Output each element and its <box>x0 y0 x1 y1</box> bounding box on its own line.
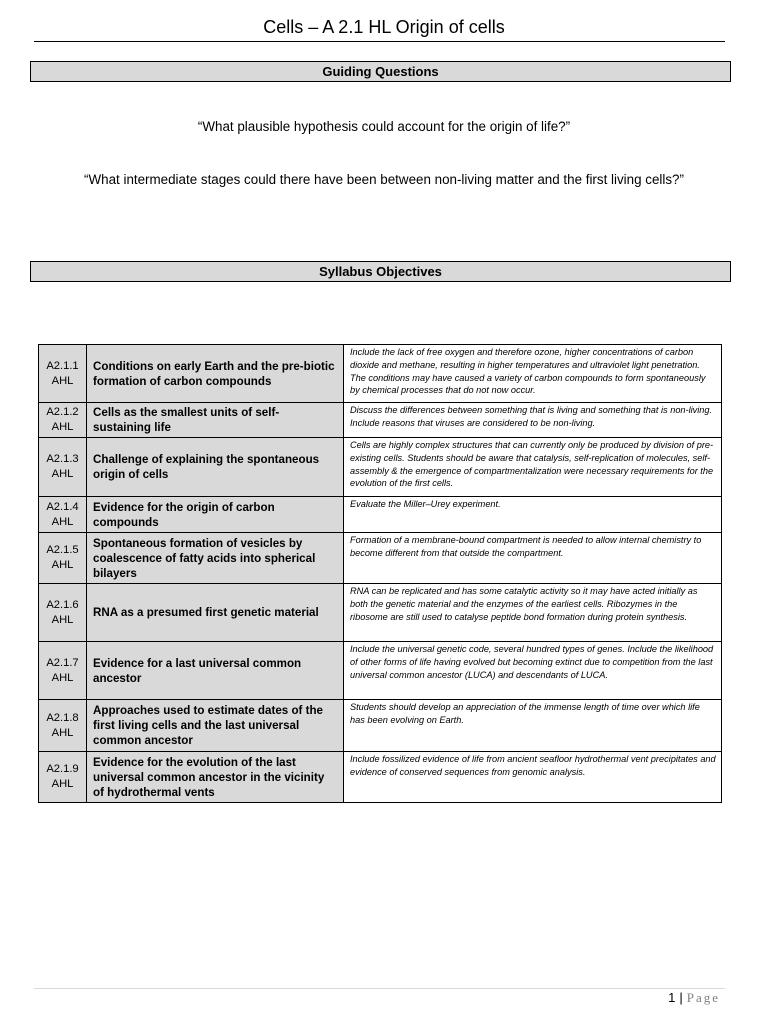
objective-guidance-cell: Evaluate the Miller–Urey experiment. <box>344 497 722 533</box>
objective-topic-cell: Evidence for the origin of carbon compounds <box>87 497 344 533</box>
objective-topic-cell: RNA as a presumed first genetic material <box>87 584 344 642</box>
table-row <box>39 533 722 584</box>
table-row <box>39 403 722 438</box>
footer-rule <box>34 988 725 989</box>
table-row <box>39 642 722 700</box>
syllabus-objectives-heading: Syllabus Objectives <box>30 261 731 282</box>
page-label: Page <box>686 990 720 1005</box>
syllabus-objectives-table <box>38 344 722 803</box>
table-row <box>39 700 722 752</box>
page-number: 1 <box>668 990 676 1005</box>
objective-code-cell: A2.1.1 AHL <box>39 345 87 403</box>
objective-guidance-cell: Formation of a membrane-bound compartment is needed to allow internal chemistry to become different from that outside the compartment. <box>344 533 722 584</box>
objective-guidance-cell: Include the universal genetic code, several hundred types of genes. Include the likelihood of other forms of life having evolved but becoming extinct due to competition from the last universal common ancestor (LUCA) and descendants of LUCA. <box>344 642 722 700</box>
objective-topic-cell: Spontaneous formation of vesicles by coalescence of fatty acids into spherical bilayers <box>87 533 344 584</box>
guiding-questions-heading: Guiding Questions <box>30 61 731 82</box>
objective-code-cell: A2.1.4 AHL <box>39 497 87 533</box>
objective-guidance-cell: Discuss the differences between something that is living and something that is non-living. Include reasons that viruses are considered to be non-living. <box>344 403 722 438</box>
document-title: Cells – A 2.1 HL Origin of cells <box>263 17 505 37</box>
table-row <box>39 345 722 403</box>
table-row <box>39 752 722 803</box>
objective-code-cell: A2.1.2 AHL <box>39 403 87 438</box>
objective-code-cell: A2.1.3 AHL <box>39 438 87 497</box>
guiding-question-2: “What intermediate stages could there have been between non-living matter and the first living cells?” <box>84 172 684 187</box>
objective-topic-cell: Cells as the smallest units of self-sustaining life <box>87 403 344 438</box>
table-row <box>39 438 722 497</box>
objective-topic-cell: Conditions on early Earth and the pre-biotic formation of carbon compounds <box>87 345 344 403</box>
objective-code-cell: A2.1.8 AHL <box>39 700 87 752</box>
objective-topic-cell: Approaches used to estimate dates of the first living cells and the last universal common ancestor <box>87 700 344 752</box>
page-footer <box>668 990 720 1006</box>
objective-guidance-cell: Cells are highly complex structures that can currently only be produced by division of pre-existing cells. Students should be aware that catalysis, self-replication of molecules, self-assembly & the emergence of compartmentalization were necessary requirements for the evolution of the first cells. <box>344 438 722 497</box>
objective-code-cell: A2.1.9 AHL <box>39 752 87 803</box>
guiding-question-1: “What plausible hypothesis could account for the origin of life?” <box>197 119 571 134</box>
title-underline <box>34 41 725 42</box>
objective-guidance-cell: Include fossilized evidence of life from ancient seafloor hydrothermal vent precipitates and evidence of conserved sequences from genomic analysis. <box>344 752 722 803</box>
objective-topic-cell: Evidence for the evolution of the last universal common ancestor in the vicinity of hydrothermal vents <box>87 752 344 803</box>
table-row <box>39 584 722 642</box>
footer-separator: | <box>679 990 683 1005</box>
objective-guidance-cell: RNA can be replicated and has some catalytic activity so it may have acted initially as both the genetic material and the enzymes of the earliest cells. Ribozymes in the ribosome are still used to catalyse peptide bond formation during protein synthesis. <box>344 584 722 642</box>
objective-guidance-cell: Include the lack of free oxygen and therefore ozone, higher concentrations of carbon dioxide and methane, resulting in higher temperatures and ultraviolet light penetration. The conditions may have caused a variety of carbon compounds to form spontaneously by chemical processes that do not now occur. <box>344 345 722 403</box>
objective-code-cell: A2.1.5 AHL <box>39 533 87 584</box>
objective-code-cell: A2.1.7 AHL <box>39 642 87 700</box>
objective-topic-cell: Challenge of explaining the spontaneous origin of cells <box>87 438 344 497</box>
table-row <box>39 497 722 533</box>
objective-guidance-cell: Students should develop an appreciation of the immense length of time over which life has been evolving on Earth. <box>344 700 722 752</box>
objective-topic-cell: Evidence for a last universal common ancestor <box>87 642 344 700</box>
objective-code-cell: A2.1.6 AHL <box>39 584 87 642</box>
